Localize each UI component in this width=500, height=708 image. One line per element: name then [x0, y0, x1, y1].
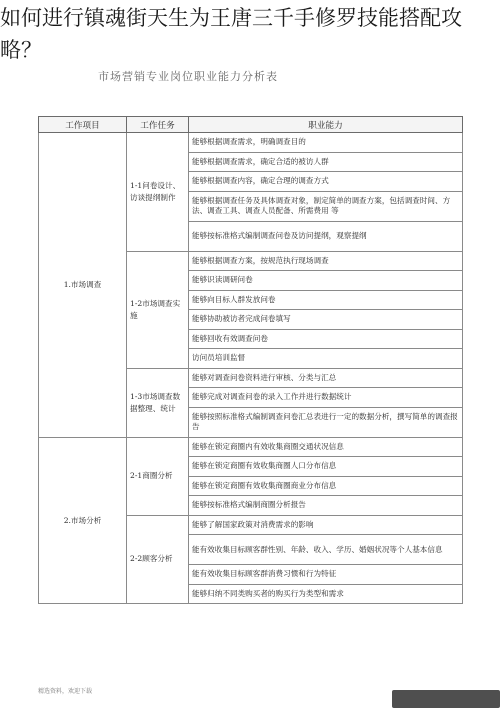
project-cell: 2.市场分析	[39, 437, 127, 604]
ability-cell: 访问员培训监督	[189, 349, 463, 369]
task-cell: 2-2顾客分析	[127, 515, 189, 604]
footer-note: 精选资料，欢迎下载	[38, 688, 93, 695]
ability-cell: 能够根据调查需求，确定合适的被访人群	[189, 152, 463, 172]
task-cell: 1-2市场调查实施	[127, 251, 189, 368]
header-project: 工作项目	[39, 117, 127, 133]
ability-cell: 能够回收有效调查问卷	[189, 329, 463, 349]
table-row	[39, 133, 463, 153]
ability-cell: 能够向目标人群发放问卷	[189, 290, 463, 310]
ability-cell: 能有效收集目标顾客群性别、年龄、收入、学历、婚姻状况等个人基本信息	[189, 535, 463, 565]
task-cell: 1-3市场调查数据整理、统计	[127, 368, 189, 437]
ability-cell: 能够完成对调查问卷的录入工作并进行数据统计	[189, 388, 463, 408]
ability-cell: 能够识读调研问卷	[189, 271, 463, 291]
ability-cell: 能够按标准格式编制商圈分析报告	[189, 496, 463, 516]
task-cell: 2-1商圈分析	[127, 437, 189, 515]
task-cell: 1-1问卷设计、访谈提纲制作	[127, 133, 189, 252]
table-row	[39, 437, 463, 457]
ability-cell: 能够在锁定商圈有效收集商圈人口分布信息	[189, 457, 463, 477]
header-task: 工作任务	[127, 117, 189, 133]
ability-cell: 能够根据调查方案，按规范执行现场调查	[189, 251, 463, 271]
header-ability: 职业能力	[189, 117, 463, 133]
ability-table	[38, 116, 463, 604]
ability-cell: 能够了解国家政策对消费需求的影响	[189, 515, 463, 535]
ability-cell: 能够协助被访者完成问卷填写	[189, 310, 463, 330]
ability-cell: 能够根据调查内容，确定合理的调查方式	[189, 172, 463, 192]
ability-cell: 能够根据调查任务及具体调查对象，制定简单的调查方案，包括调查时间、方法、调查工具、调查人员配备、所需费用 等	[189, 191, 463, 221]
page-title: 如何进行镇魂街天生为王唐三千手修罗技能搭配攻略？	[0, 6, 462, 62]
ability-cell: 能够按照标准格式编制调查问卷汇总表进行一定的数据分析，撰写简单的调查报告	[189, 407, 463, 437]
ability-cell: 能有效收集目标顾客群消费习惯和行为特征	[189, 565, 463, 585]
document-title: 市场营销专业岗位职业能力分析表	[98, 70, 278, 83]
table-header-row	[39, 117, 463, 133]
ability-cell: 能够在锁定商圈内有效收集商圈交通状况信息	[189, 437, 463, 457]
ability-cell: 能够归纳不同类购买者的购买行为类型和需求	[189, 584, 463, 604]
site-logo-icon[interactable]	[392, 690, 500, 708]
ability-cell: 能够按标准格式编制调查问卷及访问提纲，观察提纲	[189, 221, 463, 251]
project-cell: 1.市场调查	[39, 133, 127, 438]
ability-cell: 能够根据调查需求，明确调查目的	[189, 133, 463, 153]
ability-cell: 能够在锁定商圈有效收集商圈商业分布信息	[189, 476, 463, 496]
ability-cell: 能够对调查问卷资料进行审核、分类与汇总	[189, 368, 463, 388]
